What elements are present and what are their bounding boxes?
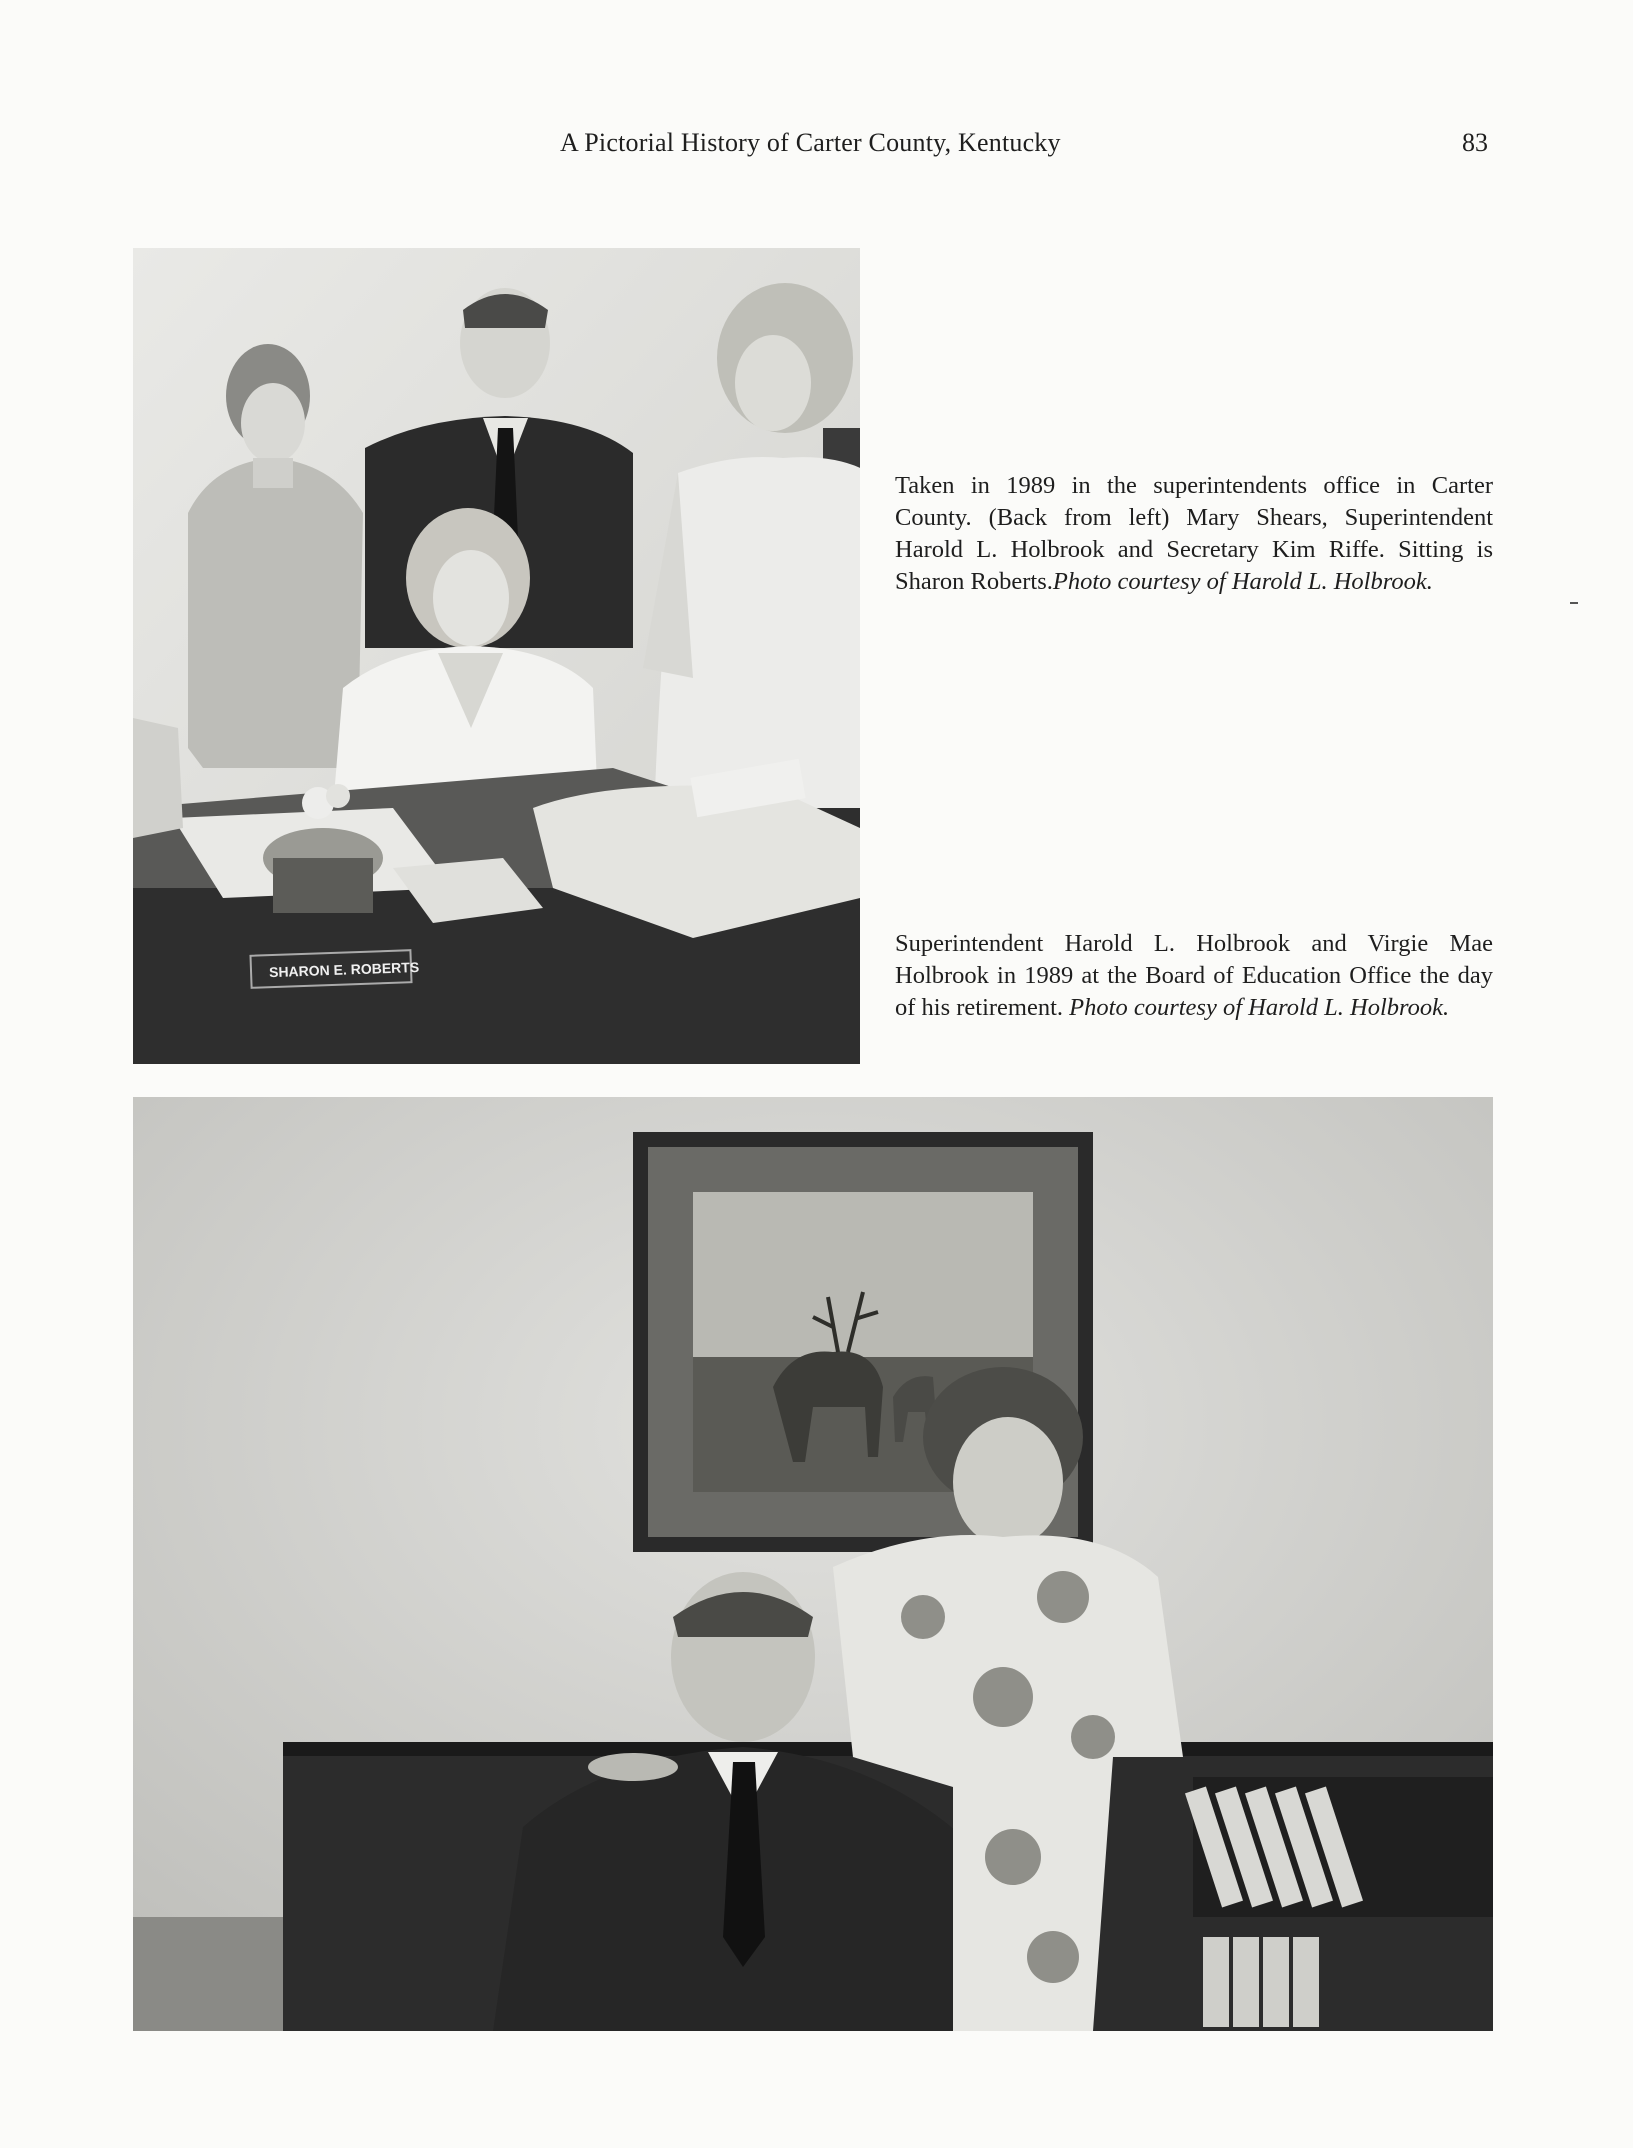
scan-speck bbox=[1570, 602, 1578, 604]
photo-credit: Photo courtesy of Harold L. Holbrook. bbox=[1069, 994, 1450, 1021]
running-head: A Pictorial History of Carter County, Kentucky bbox=[560, 128, 1061, 157]
nameplate-text: SHARON E. ROBERTS bbox=[268, 958, 420, 981]
page-number: 83 bbox=[1462, 128, 1488, 157]
photo-office-staff bbox=[133, 248, 860, 1064]
caption-text: Superintendent Harold L. Holbrook and Virgie Mae Holbrook in 1989 at the Board of Education Office the day of his retirement. bbox=[895, 930, 1493, 1021]
photo-credit: Photo courtesy of Harold L. Holbrook. bbox=[1052, 568, 1433, 595]
caption-retirement bbox=[895, 928, 1493, 1024]
photo-retirement bbox=[133, 1097, 1493, 2031]
caption-office-staff bbox=[895, 470, 1493, 598]
caption-text: Taken in 1989 in the superintendents office in Carter County. (Back from left) Mary Shears, Superintendent Harold L. Holbrook and Secretary Kim Riffe. Sitting is Sharon Roberts. bbox=[895, 472, 1493, 595]
